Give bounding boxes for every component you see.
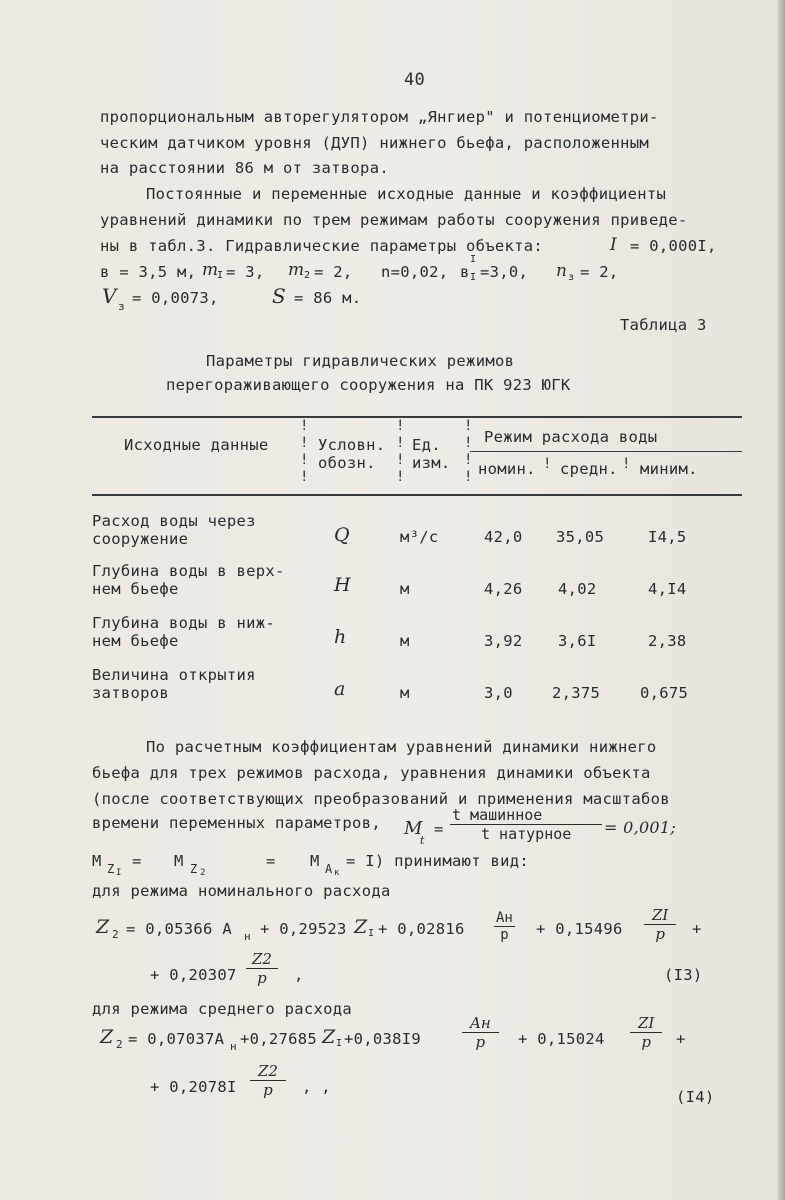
row-2-name-line-2: нем бьефе xyxy=(92,580,179,598)
param-s-value: = 86 м. xyxy=(294,289,362,307)
eq14-line2-term: + 0,2078I xyxy=(150,1078,237,1096)
scale-mz1-sub: Z xyxy=(107,862,115,876)
scale-mz1: M xyxy=(92,852,102,870)
param-v-value: = 0,0073, xyxy=(132,289,219,307)
eq13-lhs-sub: 2 xyxy=(112,928,119,941)
eq14-frac-an-den: p xyxy=(475,1033,486,1051)
header-col-unit-line-1: Ед. xyxy=(412,436,441,454)
para2-line-1: Постоянные и переменные исходные данные и коэффициенты xyxy=(146,185,667,203)
eq14-frac-z1 xyxy=(630,1014,662,1051)
eq14-number: (I4) xyxy=(676,1088,715,1106)
scale-fraction xyxy=(450,806,602,843)
param-m1-sub: I xyxy=(217,270,224,281)
eq13-frac-z2 xyxy=(246,950,278,987)
scale-ma-subsub: к xyxy=(334,868,340,878)
eq14-lhs-sub: 2 xyxy=(116,1038,123,1051)
eq13-frac-an-num: Aн xyxy=(496,910,513,926)
para3-line-1: По расчетным коэффициентам уравнений динамики нижнего xyxy=(146,738,657,756)
param-i-symbol: I xyxy=(610,235,618,255)
eq14-term2: +0,27685 xyxy=(240,1030,318,1048)
scale-mz2: M xyxy=(174,852,184,870)
eq13-term2: + 0,29523 xyxy=(260,920,347,938)
scale-tail: = I) принимают вид: xyxy=(346,852,530,870)
table-column-separator: ! xyxy=(543,456,552,472)
row-1-name-line-2: сооружение xyxy=(92,530,189,548)
table-label: Таблица 3 xyxy=(620,316,707,334)
header-col-unit-line-2: изм. xyxy=(412,454,451,472)
scale-eq1: = xyxy=(132,852,142,870)
eq14-term4: + 0,15024 xyxy=(518,1030,605,1048)
eq13-frac-an xyxy=(494,910,515,943)
table-column-separator: ! ! ! ! xyxy=(396,418,405,485)
eq13-frac-z2-den: p xyxy=(257,969,267,987)
eq14-term3: +0,038I9 xyxy=(344,1030,422,1048)
eq14-term2-sub: I xyxy=(336,1038,343,1049)
param-b: в = 3,5 м, xyxy=(100,263,197,281)
intro-line-3: на расстоянии 86 м от затвора. xyxy=(100,159,389,177)
table-caption-line-1: Параметры гидравлических режимов xyxy=(206,352,515,370)
table-header-subrule xyxy=(470,451,742,452)
para3-line-3: (после соответствующих преобразований и применения масштабов xyxy=(92,790,670,808)
param-s-symbol: S xyxy=(272,284,287,308)
eq13-plus: + xyxy=(692,920,702,938)
param-m1-symbol: m xyxy=(202,260,219,280)
para3-line-2: бьефа для трех режимов расхода, уравнения динамики объекта xyxy=(92,764,651,782)
eq13-frac-an-den: p xyxy=(500,927,509,943)
scale-mz2-subsub: 2 xyxy=(200,868,206,878)
mode2-label: для режима среднего расхода xyxy=(92,1000,353,1018)
row-3-minimum: 2,38 xyxy=(648,632,687,650)
eq13-lhs: Z xyxy=(96,916,110,938)
eq13-frac-z1 xyxy=(644,906,676,943)
row-4-nominal: 3,0 xyxy=(484,684,513,702)
row-4-name-line-2: затворов xyxy=(92,684,170,702)
eq14-frac-z2 xyxy=(250,1062,286,1099)
row-3-name-line-1: Глубина воды в ниж- xyxy=(92,614,276,632)
param-m2-sub: 2 xyxy=(304,270,311,281)
page-number: 40 xyxy=(404,70,426,90)
page-edge-shadow xyxy=(777,0,785,1200)
scale-lhs-sub: t xyxy=(420,834,425,847)
row-1-nominal: 42,0 xyxy=(484,528,523,546)
scale-lhs: M xyxy=(404,818,423,839)
scale-ma: M xyxy=(310,852,320,870)
table-column-separator: ! xyxy=(622,456,631,472)
header-sub-average: средн. xyxy=(560,460,618,478)
mode1-label: для режима номинального расхода xyxy=(92,882,391,900)
param-n3-symbol: n xyxy=(556,261,568,281)
row-1-average: 35,05 xyxy=(556,528,605,546)
eq13-frac-z2-num: Z2 xyxy=(246,950,278,969)
row-2-average: 4,02 xyxy=(558,580,597,598)
param-b1-value: =3,0, xyxy=(480,263,529,281)
header-col-source-data: Исходные данные xyxy=(124,436,269,454)
row-3-unit: м xyxy=(400,632,410,650)
param-v-symbol: V xyxy=(102,284,117,308)
eq13-term2-sub: I xyxy=(368,928,375,939)
row-4-unit: м xyxy=(400,684,410,702)
row-1-name-line-1: Расход воды через xyxy=(92,512,256,530)
eq14-line2-tail: , , xyxy=(302,1078,331,1096)
header-group-flow-mode: Режим расхода воды xyxy=(484,428,658,446)
row-2-unit: м xyxy=(400,580,410,598)
scale-denominator: t натурное xyxy=(481,825,572,843)
row-2-name-line-1: Глубина воды в верх- xyxy=(92,562,285,580)
param-b1: в xyxy=(460,263,470,281)
row-2-nominal: 4,26 xyxy=(484,580,523,598)
scale-ma-sub: A xyxy=(325,862,333,876)
scale-mz1-subsub: I xyxy=(116,868,122,878)
eq14-term1-sub: н xyxy=(230,1040,237,1053)
eq14-frac-an-num: Aн xyxy=(462,1014,499,1033)
row-2-minimum: 4,I4 xyxy=(648,580,687,598)
row-4-symbol: a xyxy=(334,678,346,700)
eq14-lhs: Z xyxy=(100,1026,114,1048)
param-i-value: = 0,000I, xyxy=(630,237,717,255)
eq14-frac-an xyxy=(462,1014,499,1051)
scale-eq: = xyxy=(434,820,444,838)
row-3-name-line-2: нем бьефе xyxy=(92,632,179,650)
para2-line-3: ны в табл.3. Гидравлические параметры объекта: xyxy=(100,237,544,255)
row-2-symbol: H xyxy=(334,574,351,596)
eq13-term2-symbol: Z xyxy=(354,916,368,938)
eq13-term1: = 0,05366 A xyxy=(126,920,232,938)
param-n: n=0,02, xyxy=(381,263,449,281)
para2-line-2: уравнений динамики по трем режимам работы сооружения приведе- xyxy=(100,211,688,229)
para3-line-4: времени переменных параметров, xyxy=(92,814,381,832)
row-3-symbol: h xyxy=(334,626,347,648)
table-column-separator: ! ! ! ! xyxy=(464,418,473,485)
eq14-plus: + xyxy=(676,1030,686,1048)
row-3-nominal: 3,92 xyxy=(484,632,523,650)
param-m2-value: = 2, xyxy=(314,263,353,281)
eq13-term3: + 0,02816 xyxy=(378,920,465,938)
eq14-frac-z2-den: p xyxy=(263,1081,273,1099)
eq14-term1: = 0,07037A xyxy=(128,1030,225,1048)
eq13-line2-tail: , xyxy=(294,966,304,984)
table-caption-line-2: перегораживающего сооружения на ПК 923 ЮГК xyxy=(166,376,571,394)
table-header-rule xyxy=(92,494,742,496)
row-1-minimum: I4,5 xyxy=(648,528,687,546)
eq13-term4: + 0,15496 xyxy=(536,920,623,938)
row-4-minimum: 0,675 xyxy=(640,684,689,702)
param-v-sub: з xyxy=(118,300,125,313)
row-4-name-line-1: Величина открытия xyxy=(92,666,256,684)
scale-numerator: t машинное xyxy=(450,806,602,825)
scale-mz2-sub: Z xyxy=(190,862,198,876)
param-n3-sub: з xyxy=(568,272,575,283)
table-column-separator: ! ! ! ! xyxy=(300,418,309,485)
row-1-symbol: Q xyxy=(334,524,350,546)
eq13-number: (I3) xyxy=(664,966,703,984)
row-1-unit: м³/с xyxy=(400,528,439,546)
eq13-frac-z1-num: ZI xyxy=(644,906,676,925)
intro-line-2: ческим датчиком уровня (ДУП) нижнего бьефа, расположенным xyxy=(100,134,650,152)
eq14-frac-z1-num: ZI xyxy=(630,1014,662,1033)
eq13-line2-term: + 0,20307 xyxy=(150,966,237,984)
scale-eq2: = xyxy=(266,852,276,870)
header-col-symbol-line-2: обозн. xyxy=(318,454,376,472)
intro-line-1: пропорциональным авторегулятором „Янгиер" и потенциометри- xyxy=(100,108,659,126)
param-b1-sub: I xyxy=(470,272,477,283)
header-col-symbol-line-1: Условн. xyxy=(318,436,386,454)
param-n3-value: = 2, xyxy=(580,263,619,281)
scale-rhs: = 0,001; xyxy=(604,818,677,837)
eq13-frac-z1-den: p xyxy=(655,925,665,943)
eq13-term1-sub: н xyxy=(244,930,251,943)
table-top-rule xyxy=(92,416,742,418)
row-3-average: 3,6I xyxy=(558,632,597,650)
param-m2-symbol: m xyxy=(288,260,305,280)
param-m1-value: = 3, xyxy=(226,263,265,281)
header-sub-minimum: миним. xyxy=(640,460,698,478)
param-b1-sup: I xyxy=(470,254,477,265)
header-sub-nominal: номин. xyxy=(478,460,536,478)
eq14-term2-symbol: Z xyxy=(322,1026,336,1048)
row-4-average: 2,375 xyxy=(552,684,601,702)
eq14-frac-z1-den: p xyxy=(641,1033,651,1051)
eq14-frac-z2-num: Z2 xyxy=(250,1062,286,1081)
